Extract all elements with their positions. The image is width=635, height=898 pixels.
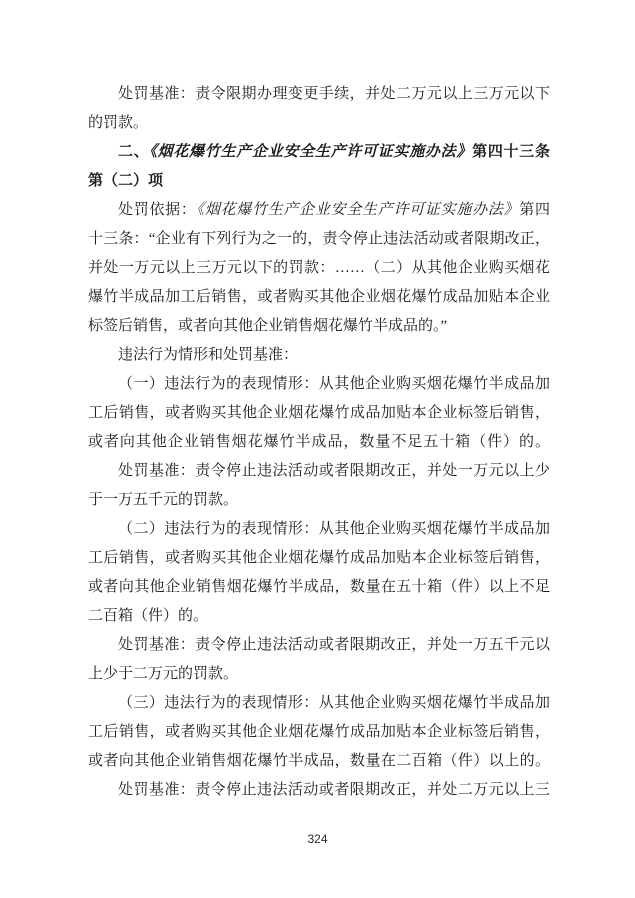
document-line [88,109,550,138]
body-text: 工后销售，或者购买其他企业烟花爆竹成品加贴本企业标签后销售， [88,550,550,566]
law-title-text: 《烟花爆竹生产企业安全生产许可证实施办法》 [196,202,520,218]
document-line [88,428,550,457]
body-text: 或者向其他企业销售烟花爆竹半成品，数量在二百箱（件）以上的。 [88,753,550,769]
body-text: 标签后销售，或者向其他企业销售烟花爆竹半成品的。” [88,318,448,334]
body-text: 十三条：“企业有下列行为之一的，责令停止违法活动或者限期改正， [88,231,550,247]
body-text: 处罚基准：责令停止违法活动或者限期改正，并处一万元以上少 [118,463,550,479]
document-line [88,602,550,631]
body-text: 工后销售，或者购买其他企业烟花爆竹成品加贴本企业标签后销售， [88,405,550,421]
body-text: 处罚基准：责令限期办理变更手续，并处二万元以上三万元以下 [118,86,550,102]
body-text: 违法行为情形和处罚基准： [118,347,299,363]
document-line [88,660,550,689]
body-text: （一）违法行为的表现情形：从其他企业购买烟花爆竹半成品加 [118,376,550,392]
document-line [88,457,550,486]
document-line [88,573,550,602]
document-line [88,718,550,747]
body-text: 处罚基准：责令停止违法活动或者限期改正，并处一万五千元以 [118,637,550,653]
body-text: （三）违法行为的表现情形：从其他企业购买烟花爆竹半成品加 [118,695,550,711]
body-text: 第（二）项 [88,173,164,189]
body-text: （二）违法行为的表现情形：从其他企业购买烟花爆竹半成品加 [118,521,550,537]
document-line [88,689,550,718]
document-line [88,225,550,254]
document-line [88,312,550,341]
body-text: 工后销售，或者购买其他企业烟花爆竹成品加贴本企业标签后销售， [88,724,550,740]
body-text: 爆竹半成品加工后销售，或者购买其他企业烟花爆竹成品加贴本企业 [88,289,550,305]
document-line [88,138,550,167]
page-number: 324 [307,832,328,846]
body-text: 二、 [118,144,150,160]
document-line [88,80,550,109]
document-line [88,631,550,660]
body-text: 处罚依据： [118,202,197,218]
document-line [88,341,550,370]
document-line [88,283,550,312]
body-text: 第四 [519,202,550,218]
body-text: 处罚基准：责令停止违法活动或者限期改正，并处二万元以上三 [118,782,550,798]
document-line [88,399,550,428]
document-line [88,486,550,515]
document-line [88,254,550,283]
document-body [88,80,550,805]
body-text: 上少于二万元的罚款。 [88,666,239,682]
body-text: 于一万五千元的罚款。 [88,492,239,508]
document-line [88,370,550,399]
body-text: 第四十三条 [472,144,550,160]
document-line [88,776,550,805]
law-title-text: 《烟花爆竹生产企业安全生产许可证实施办法》 [149,144,473,160]
document-line [88,196,550,225]
document-line [88,544,550,573]
body-text: 的罚款。 [88,115,149,131]
body-text: 二百箱（件）的。 [88,608,209,624]
body-text: 并处一万元以上三万元以下的罚款：……（二）从其他企业购买烟花 [88,260,550,276]
document-line [88,515,550,544]
document-line [88,167,550,196]
body-text: 或者向其他企业销售烟花爆竹半成品，数量在五十箱（件）以上不足 [88,579,550,595]
document-line [88,747,550,776]
body-text: 或者向其他企业销售烟花爆竹半成品，数量不足五十箱（件）的。 [88,434,550,450]
